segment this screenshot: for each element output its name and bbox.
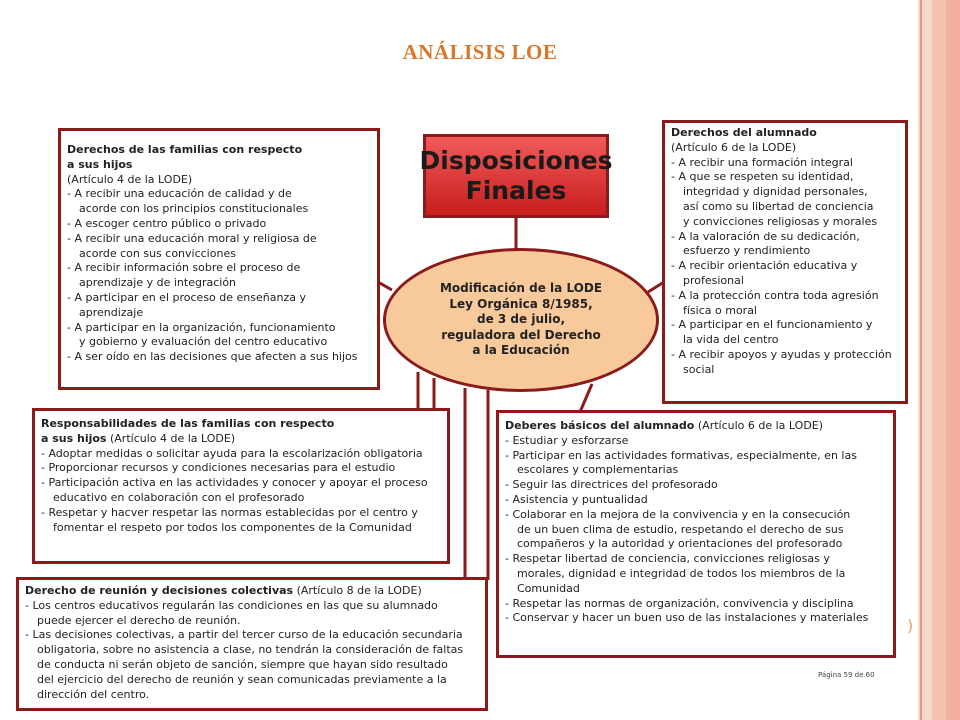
stray-mark: )	[907, 616, 914, 635]
box-list-item: - Respetar las normas de organización, convivencia y disciplina	[505, 596, 854, 610]
box-list-item: dirección del centro.	[37, 687, 150, 701]
box-title-line: a sus hijos	[67, 157, 133, 171]
box-list-item: - A que se respeten su identidad,	[671, 170, 854, 184]
page-number: Página 59 de 60	[818, 671, 875, 679]
box-subtitle: (Artículo 8 de la LODE)	[296, 584, 422, 597]
box-list-item: - Conservar y hacer un buen uso de las instalaciones y materiales	[505, 611, 869, 625]
box-list-item: obligatoria, sobre no asistencia a clase, no tendrán la consideración de faltas	[37, 643, 464, 657]
box-list-item: - A ser oído en las decisiones que afecten a sus hijos	[67, 350, 358, 364]
box-title-line: Responsabilidades de las familias con respecto	[41, 417, 335, 430]
box-subtitle: (Artículo 6 de la LODE)	[697, 419, 824, 432]
box-list	[41, 447, 441, 536]
box-subtitle: (Artículo 4 de la LODE)	[109, 431, 236, 445]
box-subtitle: (Artículo 6 de la LODE)	[671, 140, 797, 154]
box-list-item: acorde con sus convicciones	[79, 246, 236, 260]
box-list-item: - Las decisiones colectivas, a partir del tercer curso de la educación secundaria	[25, 628, 463, 642]
box-title-line: a sus hijos	[41, 431, 107, 445]
slide-title: ANÁLISIS LOE	[402, 40, 558, 64]
hub-line-2: Ley Orgánica 8/1985,	[449, 296, 593, 311]
box-list-item: - Adoptar medidas o solicitar ayuda para la escolarización obligatoria	[41, 446, 423, 460]
box-list	[671, 156, 899, 378]
box-list-item: integridad y dignidad personales,	[683, 185, 868, 199]
box-list-item: profesional	[683, 273, 744, 287]
box-list	[25, 599, 479, 703]
box-list-item: - A recibir una formación integral	[671, 155, 853, 169]
box-list-item: - Proporcionar recursos y condiciones necesarias para el estudio	[41, 461, 396, 475]
box-list-item: - Participación activa en las actividades y conocer y apoyar el proceso	[41, 476, 428, 490]
box-title-line: Deberes básicos del alumnado	[505, 419, 695, 432]
box-list-item: la vida del centro	[683, 333, 779, 347]
box-list-item: - A escoger centro público o privado	[67, 216, 267, 230]
box-list-item: - Asistencia y puntualidad	[505, 492, 648, 506]
link-hub-deberes	[580, 384, 592, 412]
header-line-1: Disposiciones	[419, 146, 613, 175]
box-list-item: - A recibir orientación educativa y	[671, 259, 858, 273]
hub-line-5: a la Educación	[472, 343, 570, 358]
box-list-item: - A participar en la organización, funcionamiento	[67, 320, 336, 334]
box-list-item: acorde con los principios constitucionales	[79, 202, 309, 216]
box-list-item: - A la protección contra toda agresión	[671, 288, 879, 302]
header-line-2: Finales	[465, 176, 567, 205]
box-list-item: física o moral	[683, 303, 757, 317]
box-list	[505, 434, 887, 626]
box-list-item: fomentar el respeto por todos los componentes de la Comunidad	[53, 520, 412, 534]
box-title-line: Derecho de reunión y decisiones colectivas	[25, 584, 294, 597]
box-list-item: y convicciones religiosas y morales	[683, 214, 878, 228]
box-responsabilidades-familias	[32, 408, 450, 564]
box-list-item: - Estudiar y esforzarse	[505, 433, 629, 447]
box-list	[67, 187, 371, 365]
hub-line-1: Modificación de la LODE	[439, 281, 603, 296]
box-list-item: - Los centros educativos regularán las condiciones en las que su alumnado	[25, 598, 438, 612]
box-list-item: puede ejercer el derecho de reunión.	[37, 613, 241, 627]
box-list-item: educativo en colaboración con el profesorado	[53, 490, 305, 504]
box-list-item: - Respetar libertad de conciencia, convicciones religiosas y	[505, 552, 830, 566]
box-derecho-reunion	[16, 577, 488, 711]
box-list-item: - Participar en las actividades formativas, especialmente, en las	[505, 448, 857, 462]
box-list-item: compañeros y la autoridad y orientaciones del profesorado	[517, 537, 843, 551]
box-list-item: - Colaborar en la mejora de la convivencia y en la consecución	[505, 507, 851, 521]
hub-ellipse-lode	[383, 248, 659, 392]
box-list-item: - A recibir información sobre el proceso de	[67, 261, 301, 275]
box-title-line: Derechos de las familias con respecto	[67, 143, 303, 156]
link-hub-derechos-familias	[378, 282, 392, 290]
box-list-item: del ejercicio del derecho de reunión y sean comunicadas previamente a la	[37, 672, 447, 686]
box-derechos-alumnado	[662, 120, 908, 404]
box-title-line: Derechos del alumnado	[671, 126, 817, 139]
box-list-item: - A recibir una educación moral y religiosa de	[67, 231, 317, 245]
header-box-disposiciones-finales	[419, 134, 613, 218]
box-list-item: morales, dignidad e integridad de todos los miembros de la	[517, 566, 846, 580]
box-subtitle: (Artículo 4 de la LODE)	[67, 172, 193, 186]
box-list-item: social	[683, 362, 715, 376]
box-list-item: Comunidad	[517, 581, 580, 595]
box-derechos-familias	[58, 128, 380, 390]
box-list-item: así como su libertad de conciencia	[683, 199, 874, 213]
box-list-item: de conducta ni serán objeto de sanción, siempre que hayan sido resultado	[37, 657, 448, 671]
box-list-item: - Seguir las directrices del profesorado	[505, 478, 718, 492]
box-list-item: escolares y complementarias	[517, 463, 679, 477]
box-list-item: y gobierno y evaluación del centro educativo	[79, 335, 328, 349]
box-list-item: - A la valoración de su dedicación,	[671, 229, 860, 243]
box-list-item: - A participar en el proceso de enseñanza y	[67, 290, 306, 304]
box-deberes-alumnado	[496, 410, 896, 658]
hub-line-4: reguladora del Derecho	[441, 327, 601, 342]
box-list-item: esfuerzo y rendimiento	[683, 244, 811, 258]
box-list-item: aprendizaje y de integración	[79, 276, 237, 290]
box-list-item: - Respetar y hacver respetar las normas establecidas por el centro y	[41, 505, 418, 519]
box-list-item: - A participar en el funcionamiento y	[671, 318, 873, 332]
box-list-item: - A recibir una educación de calidad y de	[67, 187, 292, 201]
box-list-item: - A recibir apoyos y ayudas y protección	[671, 347, 892, 361]
box-list-item: aprendizaje	[79, 305, 144, 319]
hub-line-3: de 3 de julio,	[476, 312, 566, 327]
box-list-item: de un buen clima de estudio, respetando el derecho de sus	[517, 522, 844, 536]
